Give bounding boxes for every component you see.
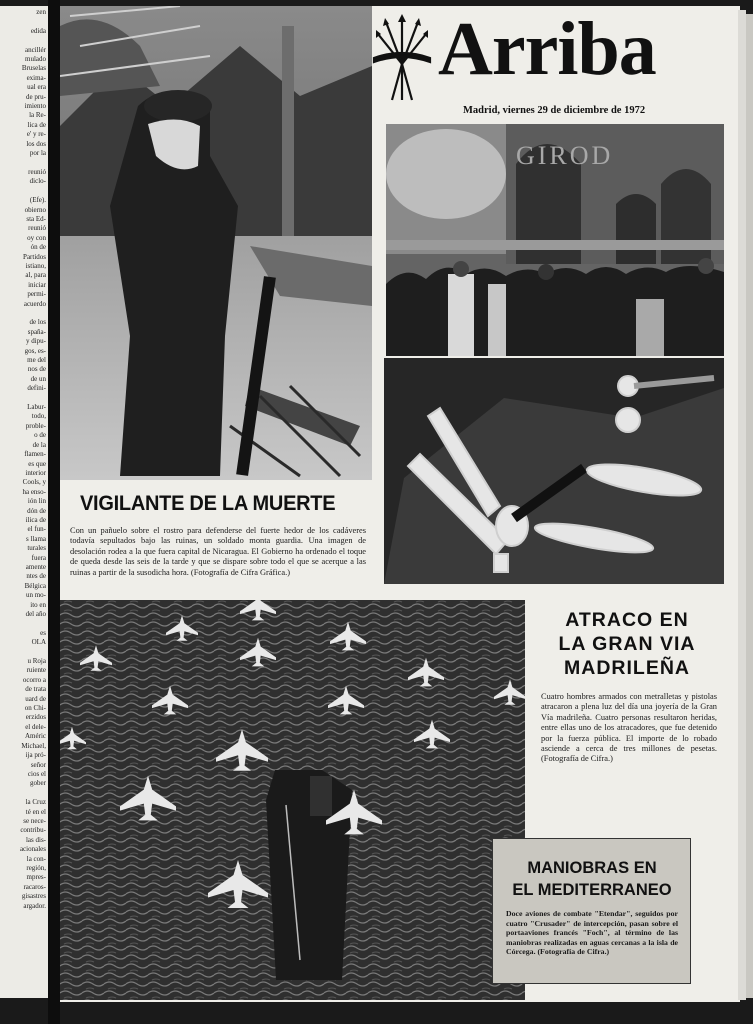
left-page-text: zen edida ancillér mulado Bruselas exima- ual era de pru- imiento la Re- lica de e' y re- los dos por la reunió diclo- (Efe). obierno sta Ed- reunió oy con ón de Partidos istiano, al, para iniciar permi- acuerdo de los spaña- y dipu- gos, es- me del nos de de un defini- Labur- todo, proble- o de de la flamen- es que interior Cools, y ha enso- ión lin dón de ilica de el fun- s llama turales fuera amente ntes de Bélgica un mo- ito en del año es OLA u Roja ruiente ocorro a de trata uard de on Chi- erzidos el dele- Améric Michael, ija pró- señor cios el gober la Cruz té en el se nece- contribu- las dis- acionales la con- región, mpres- racaros- gisastres argador. [19,8,46,910]
caption-maniobras: Doce aviones de combate "Etendar", seguidos por cuatro "Crusader" de intercepción, pasan sobre el portaaviones francés "Foch", al término de las maniobras realizadas en aguas cercanas a la isla de Córcega. (Fotografía de Cifra.) [506,909,678,957]
store-sign: GIROD [516,141,614,170]
headline-atraco-line-2: LA GRAN VIA [558,633,696,655]
headline-atraco-line-1: ATRACO EN [565,609,689,631]
headline-atraco [532,608,722,680]
book-gutter [48,0,60,1024]
page-edge [746,14,753,998]
headline-maniobras-line-2: EL MEDITERRANEO [512,881,672,899]
yoke-and-arrows-emblem [372,14,432,106]
headline-maniobras-line-1: MANIOBRAS EN [527,859,657,877]
masthead [372,6,722,124]
photo-aircraft-carrier [60,600,525,1000]
headline-vigilante: VIGILANTE DE LA MUERTE [80,491,336,515]
caption-atraco: Cuatro hombres armados con metralletas y pistolas atracaron a plena luz del día una joyería de la Gran Vía madrileña. Cuatro personas resultaron heridas, entre ellas uno de los atracadores, que fue detenido por la fuerza pública. El importe de lo robado asciende a cerca de tres millones de pesetas. (Fotografía de Cifra.) [541,692,717,764]
photo-broken-showcase [384,358,724,584]
headline-maniobras [499,857,685,901]
caption-vigilante: Con un pañuelo sobre el rostro para defenderse del fuerte hedor de los cadáveres todavía sepultados bajo las ruinas, un soldado monta guardia. Una imagen de desolación rodea a la que fuera capital de Nicaragua. El Gobierno ha ordenado el toque de queda desde las seis de la tarde y que se dispare sobre todo el que se acerque a las ruinas a partir de la susodicha hora. (Fotografía de Cifra Gráfica.) [70,526,366,577]
headline-atraco-line-3: MADRILEÑA [564,657,690,679]
page-edge [738,10,746,1000]
maniobras-box [492,838,691,984]
masthead-title: Arriba [438,7,656,91]
photo-soldier-ruins [60,6,372,480]
photo-crowd-jewelry-store [386,124,724,356]
left-page-column [0,6,48,998]
dateline: Madrid, viernes 29 de diciembre de 1972 [463,105,646,116]
